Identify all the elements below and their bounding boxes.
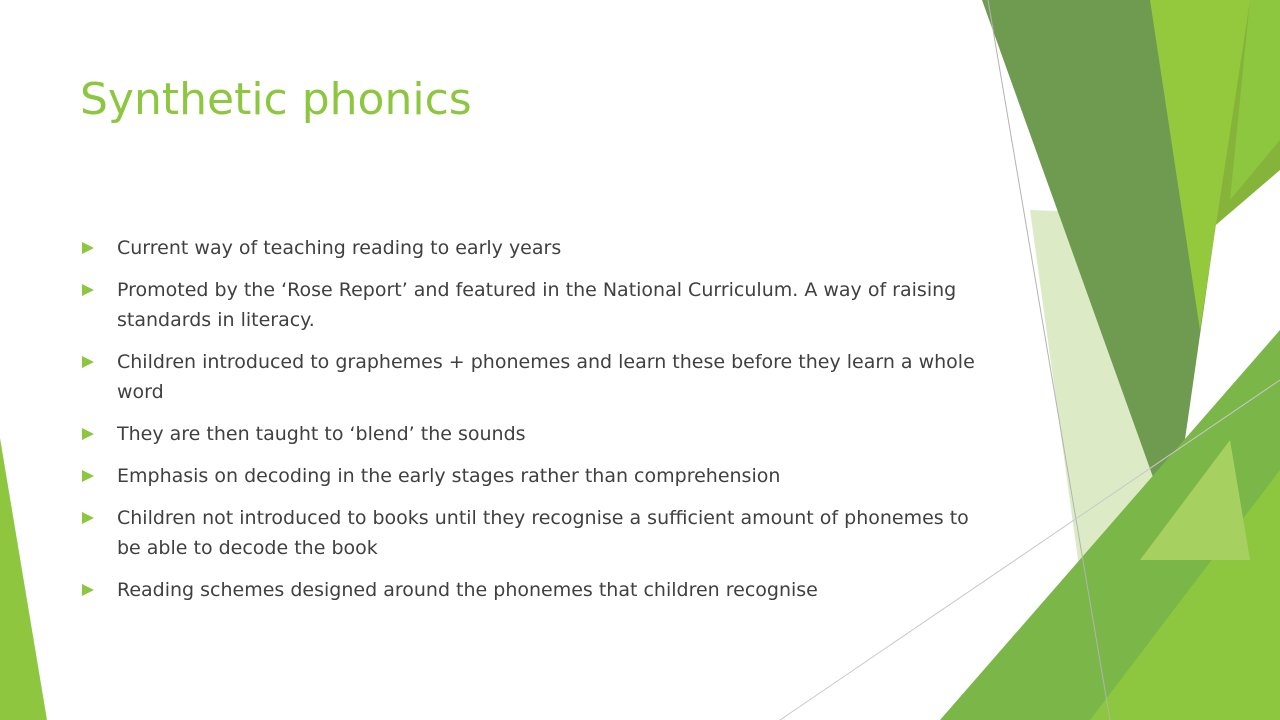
right-triangle-arrow-icon xyxy=(82,470,94,482)
bullet-item xyxy=(80,461,980,491)
bullet-text: Children not introduced to books until they recognise a sufficient amount of phonemes to be able to decode the book xyxy=(117,507,969,559)
bullet-item xyxy=(80,347,980,407)
right-triangle-arrow-icon xyxy=(82,584,94,596)
slide-title: Synthetic phonics xyxy=(80,74,472,125)
right-triangle-arrow-icon xyxy=(82,428,94,440)
bullet-item xyxy=(80,275,980,335)
right-triangle-arrow-icon xyxy=(82,242,94,254)
left-green-wedge xyxy=(0,438,47,720)
bullet-item xyxy=(80,233,980,263)
bullet-item xyxy=(80,575,980,605)
bullet-text: They are then taught to ‘blend’ the sounds xyxy=(117,423,526,445)
bullet-list xyxy=(80,233,980,617)
bullet-item xyxy=(80,419,980,449)
right-triangle-arrow-icon xyxy=(82,512,94,524)
bullet-text: Children introduced to graphemes + phonemes and learn these before they learn a whole word xyxy=(117,351,975,403)
bullet-text: Reading schemes designed around the phonemes that children recognise xyxy=(117,579,818,601)
right-triangle-arrow-icon xyxy=(82,356,94,368)
bullet-text: Emphasis on decoding in the early stages rather than comprehension xyxy=(117,465,781,487)
bullet-item xyxy=(80,503,980,563)
bullet-text: Current way of teaching reading to early years xyxy=(117,237,562,259)
right-triangle-arrow-icon xyxy=(82,284,94,296)
bullet-text: Promoted by the ‘Rose Report’ and featured in the National Curriculum. A way of raising standards in literacy. xyxy=(117,279,957,331)
